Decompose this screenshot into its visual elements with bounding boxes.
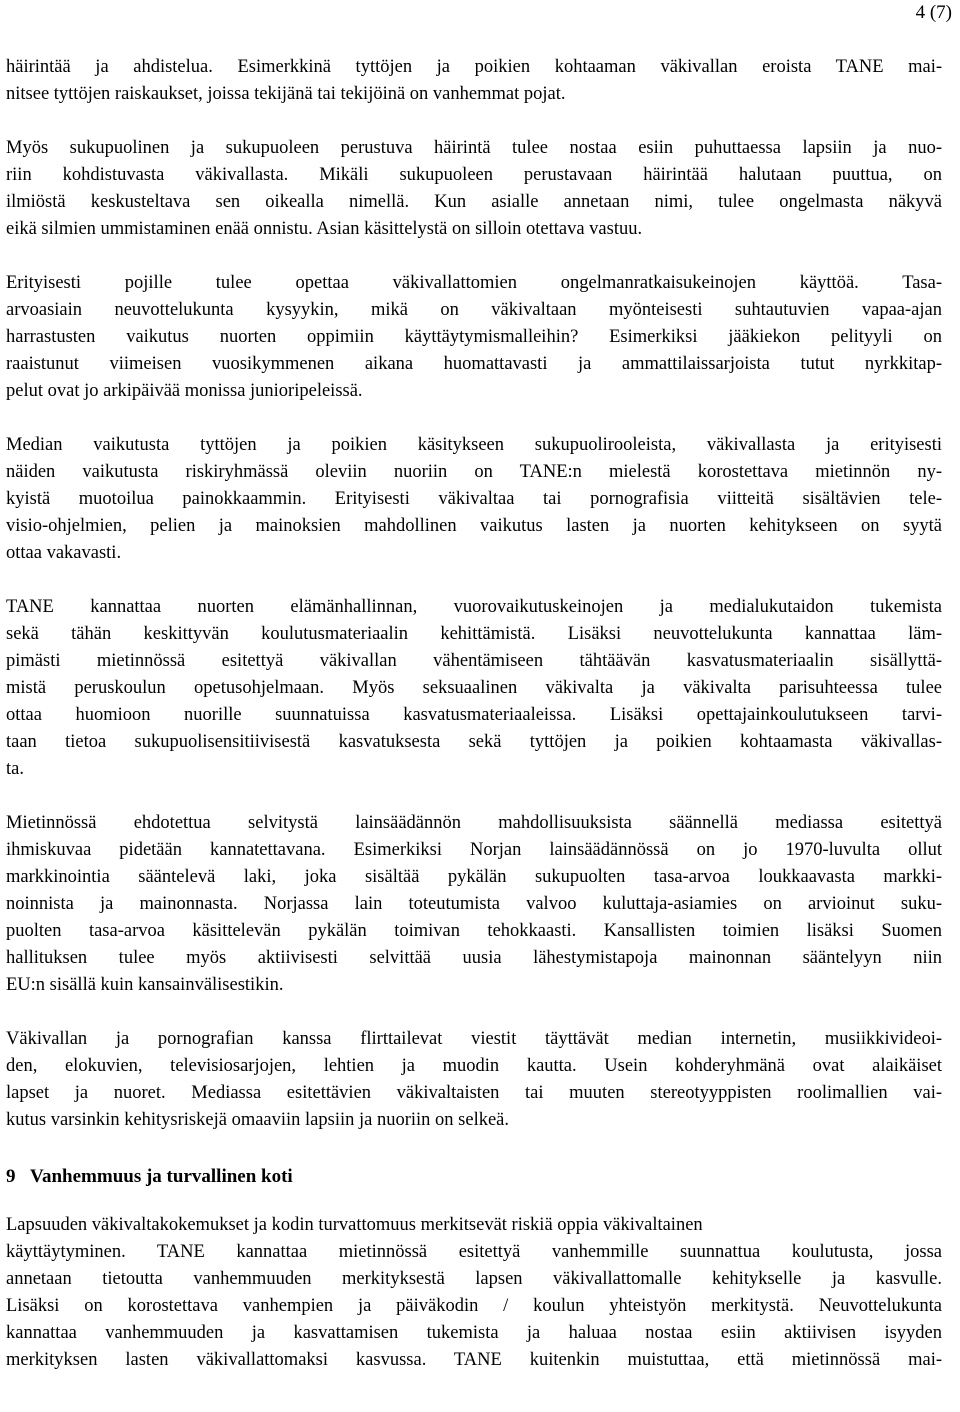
paragraph — [6, 810, 942, 999]
text-line: Mietinnössä ehdotettua selvitystä lainsäädännön mahdollisuuksista säännellä mediassa esitettyä — [6, 813, 942, 833]
text-line: ilmiöstä keskusteltava sen oikealla nimellä. Kun asialle annetaan nimi, tulee ongelmasta näkyvä — [6, 192, 942, 212]
text-line: markkinointia sääntelevä laki, joka sisältää pykälän sukupuolten tasa-arvoa loukkaavasta markki- — [6, 867, 942, 887]
text-line: Median vaikutusta tyttöjen ja poikien käsitykseen sukupuolirooleista, väkivallasta ja erityisesti — [6, 435, 942, 455]
page-number: 4 (7) — [915, 2, 952, 23]
text-line: Väkivallan ja pornografian kanssa flirttailevat viestit täyttävät median internetin, musiikkivideoi- — [6, 1029, 942, 1049]
text-line: puolten tasa-arvoa käsittelevän pykälän toimivan tehokkaasti. Kansallisten toimien lisäksi Suomen — [6, 921, 942, 941]
text-line: TANE kannattaa nuorten elämänhallinnan, vuorovaikutuskeinojen ja medialukutaidon tukemista — [6, 597, 942, 617]
text-line: annetaan tietoutta vanhemmuuden merkityksestä lapsen väkivallattomalle kehitykselle ja kasvulle. — [6, 1269, 942, 1289]
paragraph — [6, 135, 942, 243]
text-line: raaistunut viimeisen vuosikymmenen aikana huomattavasti ja ammattilaissarjoista tutut nyrkkitap- — [6, 354, 942, 374]
text-line: ottaa huomioon nuorille suunnatuissa kasvatusmateriaaleissa. Lisäksi opettajainkoulutukseen tarvi- — [6, 705, 942, 725]
text-line: kyistä muotoilua painokkaammin. Erityisesti väkivaltaa tai pornografisia viitteitä sisältävien tele- — [6, 489, 942, 509]
text-line: häirintää ja ahdistelua. Esimerkkinä tyttöjen ja poikien kohtaaman väkivallan eroista TANE mai- — [6, 57, 942, 77]
text-line: ta. — [6, 759, 24, 779]
text-line: mistä peruskoulun opetusohjelmaan. Myös seksuaalinen väkivalta ja väkivalta parisuhteessa tulee — [6, 678, 942, 698]
text-line: EU:n sisällä kuin kansainvälisestikin. — [6, 975, 284, 995]
text-line: käyttäytyminen. TANE kannattaa mietinnössä esitettyä vanhemmille suunnattua koulutusta, jossa — [6, 1242, 942, 1262]
section-heading — [6, 1163, 942, 1190]
text-line: pelut ovat jo arkipäivää monissa junioripeleissä. — [6, 381, 363, 401]
paragraph — [6, 1026, 942, 1134]
text-line: nitsee tyttöjen raiskaukset, joissa tekijänä tai tekijöinä on vanhemmat pojat. — [6, 84, 566, 104]
document-page — [6, 54, 942, 1374]
text-line: pimästi mietinnössä esitettyä väkivallan vähentämiseen tähtäävän kasvatusmateriaalin sisällyttä- — [6, 651, 942, 671]
text-line: harrastusten vaikutus nuorten oppimiin käyttäytymismalleihin? Esimerkiksi jääkiekon pelityyli on — [6, 327, 942, 347]
paragraph — [6, 594, 942, 783]
text-line: riin kohdistuvasta väkivallasta. Mikäli sukupuoleen perustavaan häirintää halutaan puuttua, on — [6, 165, 942, 185]
text-line: kutus varsinkin kehitysriskejä omaaviin lapsiin ja nuoriin on selkeä. — [6, 1110, 510, 1130]
paragraph — [6, 1212, 942, 1374]
text-line: näiden vaikutusta riskiryhmässä oleviin nuoriin on TANE:n mielestä korostettava mietinnön ny- — [6, 462, 942, 482]
text-line: visio-ohjelmien, pelien ja mainoksien mahdollinen vaikutus lasten ja nuorten kehitykseen on syytä — [6, 516, 942, 536]
text-line: lapset ja nuoret. Mediassa esitettävien väkivaltaisten tai muuten stereotyyppisten roolimallien vai- — [6, 1083, 942, 1103]
text-line: Myös sukupuolinen ja sukupuoleen perustuva häirintä tulee nostaa esiin puhuttaessa lapsiin ja nuo- — [6, 138, 942, 158]
text-line: Erityisesti pojille tulee opettaa väkivallattomien ongelmanratkaisukeinojen käyttöä. Tasa- — [6, 273, 942, 293]
paragraph — [6, 270, 942, 405]
text-line: hallituksen tulee myös aktiivisesti selvittää uusia lähestymistapoja mainonnan sääntelyyn niin — [6, 948, 942, 968]
text-line: ottaa vakavasti. — [6, 543, 122, 563]
text-line: Lisäksi on korostettava vanhempien ja päiväkodin / koulun yhteistyön merkitystä. Neuvottelukunta — [6, 1296, 942, 1316]
text-line: den, elokuvien, televisiosarjojen, lehtien ja muodin kautta. Usein kohderyhmänä ovat alaikäiset — [6, 1056, 942, 1076]
text-line: ihmiskuvaa pidetään kannatettavana. Esimerkiksi Norjan lainsäädännössä on jo 1970-luvulta ollut — [6, 840, 942, 860]
section-title: Vanhemmuus ja turvallinen koti — [30, 1166, 293, 1187]
text-line: sekä tähän keskittyvän koulutusmateriaalin kehittämistä. Lisäksi neuvottelukunta kannattaa läm- — [6, 624, 942, 644]
text-line: taan tietoa sukupuolisensitiivisestä kasvatuksesta sekä tyttöjen ja poikien kohtaamasta väkivallas- — [6, 732, 942, 752]
text-line: noinnista ja mainonnasta. Norjassa lain toteutumista valvoo kuluttaja-asiamies on arvioinut suku- — [6, 894, 942, 914]
section-number: 9 — [6, 1166, 16, 1187]
text-line: arvoasiain neuvottelukunta kysyykin, mikä on väkivaltaan myönteisesti suhtautuvien vapaa-ajan — [6, 300, 942, 320]
text-line: Lapsuuden väkivaltakokemukset ja kodin turvattomuus merkitsevät riskiä oppia väkivaltainen — [6, 1215, 703, 1235]
text-line: kannattaa vanhemmuuden ja kasvattamisen tukemista ja haluaa nostaa esiin aktiivisen isyyden — [6, 1323, 942, 1343]
text-line: eikä silmien ummistaminen enää onnistu. Asian käsittelystä on silloin otettava vastuu. — [6, 219, 643, 239]
paragraph — [6, 432, 942, 567]
text-line: merkityksen lasten väkivallattomaksi kasvussa. TANE kuitenkin muistuttaa, että mietinnössä mai- — [6, 1350, 942, 1370]
paragraph — [6, 54, 942, 108]
